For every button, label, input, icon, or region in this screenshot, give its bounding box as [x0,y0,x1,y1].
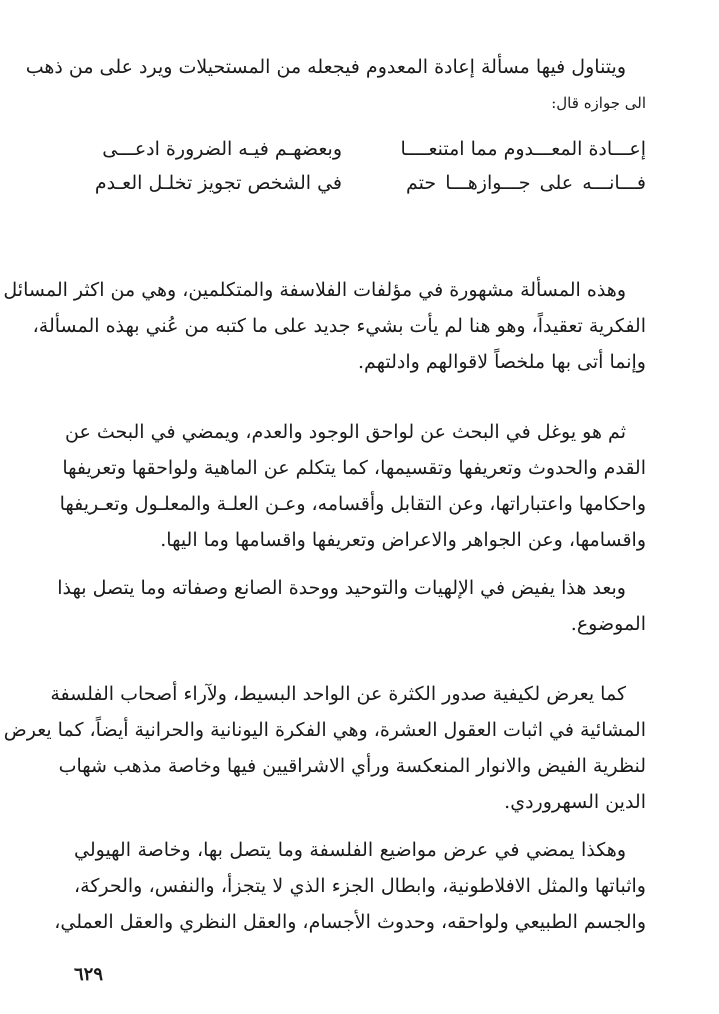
page [3,0,646,1014]
text-line: وبعد هذا يفيض في الإلهيات والتوحيد ووحدة الصانع وصفاته وما يتصل بهذا [57,577,626,599]
text-line: الفكرية تعقيداً، وهو هنا لم يأت بشيء جديد على ما كتبه من عُني بهذه المسألة، [32,315,646,337]
text-line: واحكامها واعتباراتها، وعن التقابل وأقسامه، وعـن العلـة والمعلـول وتعـريفها [59,493,646,515]
text-line: المشائية في اثبات العقول العشرة، وهي الفكرة اليونانية والحرانية أيضاً، كما يعرض [3,719,646,741]
verse-hemistich-second: وبعضهـم فيـه الضرورة ادعـــى [102,138,342,160]
text-line: والجسم الطبيعي ولواحقه، وحدوث الأجسام، والعقل النظري والعقل العملي، [54,911,646,933]
text-line: واثباتها والمثل الافلاطونية، وابطال الجزء الذي لا يتجزأ، والنفس، والحركة، [74,875,646,897]
text-line: القدم والحدوث وتعريفها وتقسيمها، كما يتكلم عن الماهية ولواحقها وتعريفها [62,457,646,479]
text-line: الى جوازه قال: [551,94,646,112]
verse-hemistich-first: فـــانـــه على جـــوازهـــا حتم [406,172,646,194]
verse-hemistich-second: في الشخص تجويز تخلـل العـدم [94,172,342,194]
text-line: الموضوع. [570,613,646,635]
text-line: كما يعرض لكيفية صدور الكثرة عن الواحد البسيط، ولآراء أصحاب الفلسفة [50,683,626,705]
text-line: واقسامها، وعن الجواهر والاعراض وتعريفها واقسامها وما اليها. [160,529,646,551]
verse-hemistich-first: إعـــادة المعـــدوم مما امتنعــــا [400,138,646,160]
text-line: ويتناول فيها مسألة إعادة المعدوم فيجعله من المستحيلات ويرد على من ذهب [25,56,626,78]
text-line: وهذه المسألة مشهورة في مؤلفات الفلاسفة والمتكلمين، وهي من اكثر المسائل [3,279,626,301]
text-line: وهكذا يمضي في عرض مواضيع الفلسفة وما يتصل بها، وخاصة الهيولي [74,839,626,861]
text-line: وإنما أتى بها ملخصاً لاقوالهم وادلتهم. [357,351,646,373]
text-line: ثم هو يوغل في البحث عن لواحق الوجود والعدم، ويمضي في البحث عن [65,421,626,443]
text-line: الدين السهروردي. [504,791,646,813]
text-line: لنظرية الفيض والانوار المنعكسة ورأي الاشراقيين فيها وخاصة مذهب شهاب [58,755,646,777]
verse-line [74,163,646,203]
page-number: ٦٢٩ [74,964,104,985]
